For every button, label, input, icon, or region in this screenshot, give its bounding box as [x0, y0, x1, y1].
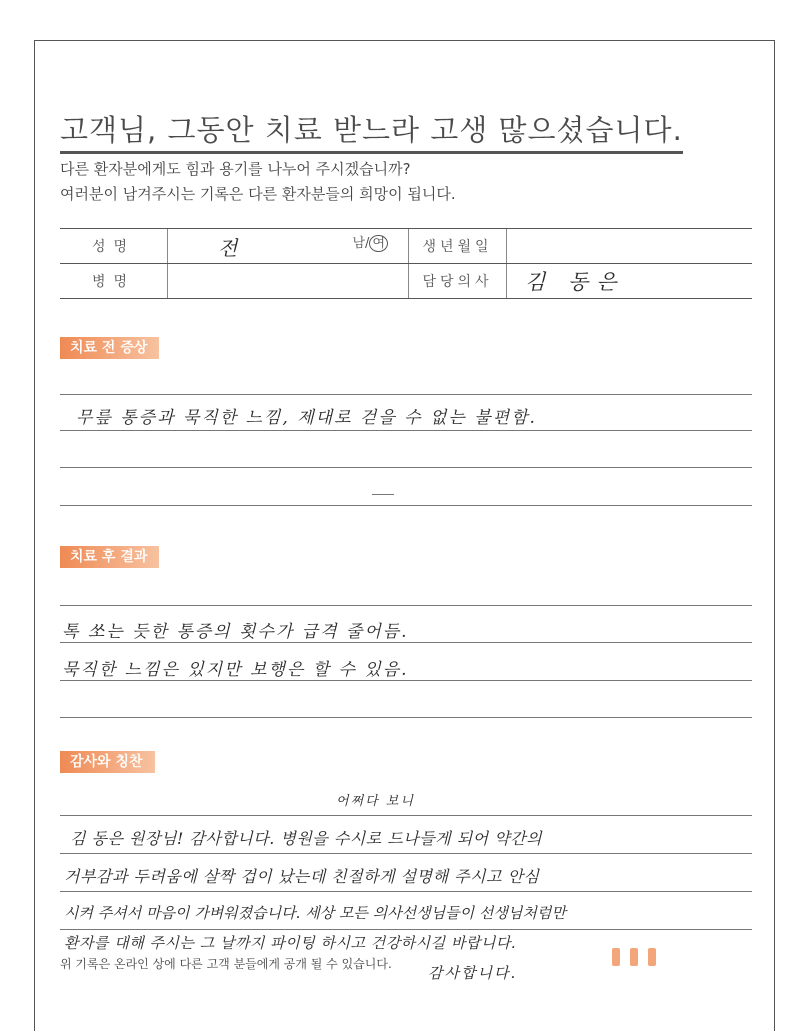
disease-label: 병명 [60, 264, 168, 299]
decorative-mark [630, 948, 638, 966]
section-after-label: 치료 후 결과 [60, 546, 159, 568]
writing-line [60, 680, 752, 681]
writing-line [60, 642, 752, 643]
writing-line [60, 605, 752, 606]
subtitle-line-1: 다른 환자분에게도 힘과 용기를 나누어 주시겠습니까? [60, 160, 411, 178]
subtitle-line-2: 여러분이 남겨주시는 기록은 다른 환자분들의 희망이 됩니다. [60, 185, 456, 203]
section-thanks-label: 감사와 칭찬 [60, 751, 155, 773]
thanks-sign-off: 감사합니다. [428, 964, 518, 982]
stray-mark [372, 494, 394, 495]
decorative-mark [612, 948, 620, 966]
patient-info-table [60, 228, 752, 299]
doctor-value: 김 동은 [525, 270, 625, 294]
name-value: 전 [218, 235, 238, 260]
after-text-line-2: 묵직한 느낌은 있지만 보행은 할 수 있음. [62, 660, 409, 680]
section-before-label: 치료 전 증상 [60, 337, 159, 359]
page-title: 고객님, 그동안 치료 받느라 고생 많으셨습니다. [60, 108, 683, 154]
thanks-text-line-3: 시켜 주셔서 마음이 가벼워졌습니다. 세상 모든 의사선생님들이 선생님처럼만 [64, 904, 566, 922]
writing-line [60, 891, 752, 892]
thanks-text-line-4: 환자를 대해 주시는 그 날까지 파이팅 하시고 건강하시길 바랍니다. [64, 934, 517, 952]
doctor-label: 담당의사 [409, 264, 507, 299]
disease-field[interactable] [168, 264, 409, 299]
gender-female-circled: 여 [369, 235, 388, 252]
writing-line [60, 815, 752, 816]
birthdate-field[interactable] [507, 229, 753, 264]
after-text-line-1: 톡 쏘는 듯한 통증의 횟수가 급격 줄어듬. [62, 622, 409, 642]
birthdate-label: 생년월일 [409, 229, 507, 264]
gender-separator: / [365, 235, 370, 251]
thanks-text-line-2: 거부감과 두려움에 살짝 겁이 났는데 친절하게 설명해 주시고 안심 [64, 867, 540, 886]
writing-line [60, 430, 752, 431]
thanks-text-line-1: 김 동은 원장님! 감사합니다. 병원을 수시로 드나들게 되어 약간의 [70, 829, 543, 848]
gender-selector[interactable] [352, 232, 388, 251]
writing-line [60, 929, 752, 930]
doctor-field[interactable] [507, 264, 753, 299]
writing-line [60, 394, 752, 395]
name-field[interactable] [168, 229, 409, 264]
thanks-insert-note: 어쩌다 보니 [336, 794, 415, 809]
before-text-line-1: 무릎 통증과 묵직한 느낌, 제대로 걷을 수 없는 불편함. [76, 408, 537, 428]
footer-disclaimer: 위 기록은 온라인 상에 다른 고객 분들에게 공개 될 수 있습니다. [60, 957, 392, 971]
writing-line [60, 717, 752, 718]
decorative-mark [648, 948, 656, 966]
writing-line [60, 853, 752, 854]
writing-line [60, 467, 752, 468]
writing-line [60, 505, 752, 506]
gender-male: 남 [352, 235, 366, 251]
name-label: 성명 [60, 229, 168, 264]
